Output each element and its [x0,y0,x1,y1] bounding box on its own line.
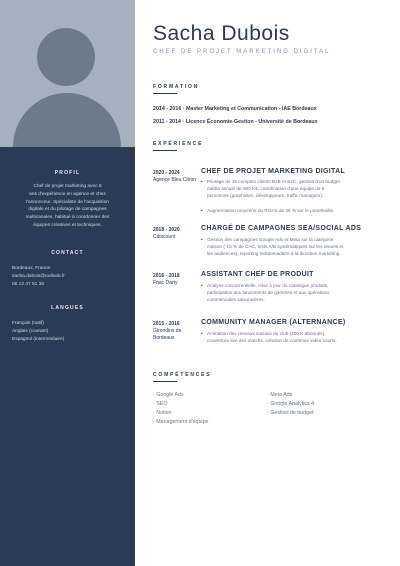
bullet-line: commerciales saisonnières. [207,297,265,303]
job-company: Fnac Darty [153,280,178,286]
language-item: Anglais (courant) [12,328,49,334]
contact-email[interactable]: sacha.dubois@outlook.fr [12,273,65,279]
skill-label: Google Ads [156,392,184,398]
job-title: CHARGÉ DE CAMPAGNES SEA/SOCIAL ADS [201,225,362,232]
contact-location: Bordeaux, France [12,266,51,271]
candidate-name: Sacha Dubois [153,22,290,45]
job-dates: 2016 - 2018 [153,273,180,279]
bullet-line: Animation des réseaux sociaux du club (400 K abonnés), [207,331,326,336]
language-item: Français (natif) [12,321,44,326]
bullet-line: maison (-15 % de CAC, tests A/B systématiques sur les visuels et [207,244,344,250]
bullet-icon: • [201,237,203,242]
formation-heading: FORMATION [153,84,200,90]
bullet-line: couverture live des matchs, création de contenus vidéo courts. [207,338,337,344]
profile-line: équipes créatives et techniques. [33,222,102,228]
section-divider [153,381,177,382]
skill-item: · Google Ads [153,392,184,398]
contact-list [12,265,65,288]
skill-label: SEO [156,401,168,407]
section-divider [153,93,177,94]
job-company: Cdiscount [153,234,176,240]
bullet-icon: • [201,283,203,288]
bullet-icon: • [201,179,203,184]
bullet-line: Augmentation moyenne du ROAS de 35 % sur le portefeuille. [207,208,335,213]
bullet-line: personnes (graphistes, développeurs, traffic managers). [207,193,324,199]
bullet-line: Analyse concurrentielle, mise à jour du catalogue produits, [207,283,329,288]
skill-item: · Google Analytics 4 [267,401,315,407]
job-title: CHEF DE PROJET MARKETING DIGITAL [201,168,346,175]
bullet-line: média annuel de 900 K€, coordination d'une équipe de 6 [207,186,325,192]
candidate-subtitle: CHEF DE PROJET MARKETING DIGITAL [153,49,331,55]
profile-line: multicanales, habitué à coordonner des [25,215,110,221]
profile-photo [0,0,135,147]
experience-heading: EXPÉRIENCE [153,141,204,147]
profile-text [12,183,123,230]
skill-item: · Meta Ads [267,392,293,398]
profile-line: l'annonceur. Spécialiste de l'acquisition [26,199,109,205]
bullet-line: participation aux lancements de gammes et aux opérations [207,290,330,296]
job-title: COMMUNITY MANAGER (ALTERNANCE) [201,319,346,326]
skill-item: · SEO [153,401,168,407]
job-bullet [201,236,381,258]
skill-label: Google Analytics 4 [270,401,315,407]
person-silhouette-icon [37,28,95,86]
job-bullet [201,330,381,344]
bullet-icon: • [201,208,203,213]
job-bullet [201,207,381,214]
bullet-line: Pilotage de 15 comptes clients B2B et B2C, gestion d'un budget [207,179,340,184]
person-shoulders [13,93,121,147]
job-company: Agence Bleu Citron [153,177,197,183]
skill-label: Meta Ads [270,392,293,398]
profile-heading: PROFIL [54,170,81,176]
bullet-line: Gestion des campagnes Google Ads et Meta sur la catégorie [207,237,334,242]
job-company: Girondins de Bordeaux [153,328,182,341]
profile-line: ans d'expérience en agence et chez [29,191,106,197]
skill-item: · Gestion de budget [267,410,314,416]
contact-heading: CONTACT [51,250,84,256]
skill-label: Gestion de budget [270,410,314,416]
profile-line: digitale et du pilotage de campagnes [28,207,107,213]
bullet-line: les audiences), reporting hebdomadaire à la direction marketing. [207,251,341,257]
profile-line: Chef de projet marketing avec 8 [33,184,102,189]
skills-heading: COMPÉTENCES [153,372,212,378]
job-dates: 2015 - 2016 [153,321,180,327]
job-bullet [201,282,381,304]
education-item: 2011 - 2014 · Licence Économie-Gestion - Université de Bordeaux [153,119,318,125]
bullet-icon: • [201,331,203,336]
section-divider [153,150,177,151]
skill-item: · Notion [153,410,172,416]
education-item: 2014 - 2016 · Master Marketing et Communication - IAE Bordeaux [153,106,317,112]
job-bullet [201,178,381,200]
language-item: Espagnol (intermédiaire) [12,336,65,342]
contact-phone[interactable]: 06 12 47 51 36 [12,281,45,287]
skill-label: Notion [156,410,172,416]
languages-list [12,320,64,343]
skill-item: · Management d'équipe [153,419,209,425]
languages-heading: LANGUES [51,305,84,311]
skill-label: Management d'équipe [156,419,209,425]
job-title: ASSISTANT CHEF DE PRODUIT [201,271,314,278]
job-dates: 2018 - 2020 [153,227,180,233]
job-dates: 2020 - 2024 [153,170,180,176]
